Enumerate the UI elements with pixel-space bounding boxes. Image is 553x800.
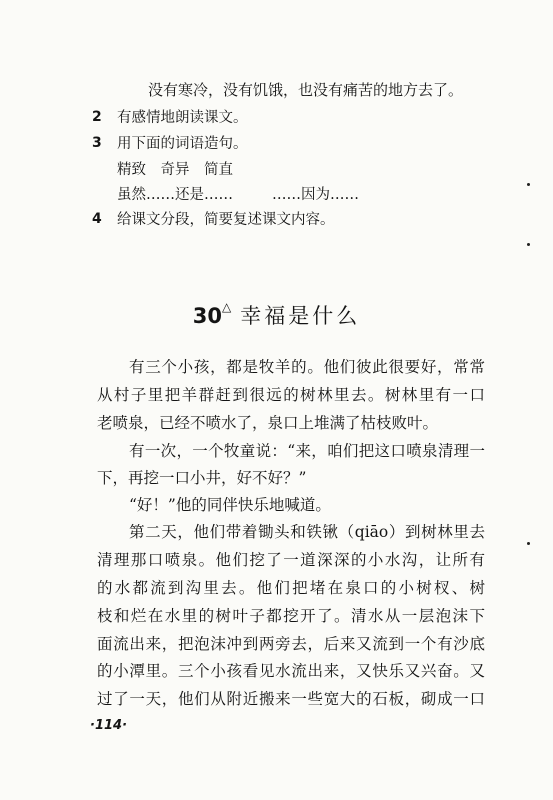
lesson-number: 30 — [192, 304, 222, 328]
body-line-7: 第二天，他们带着锄头和铁锹（qiāo）到树林里去 — [129, 523, 485, 541]
scan-speck — [527, 183, 530, 186]
exercise-word-list: 精致 奇异 简直 — [117, 162, 233, 178]
lesson-title — [0, 300, 553, 330]
exercise-pattern-2: ……因为…… — [272, 187, 359, 203]
body-line-3: 老喷泉，已经不喷水了，泉口上堆满了枯枝败叶。 — [97, 414, 439, 432]
exercise-number-2: 2 — [92, 109, 102, 125]
body-line-5: 下，再挖一口小井，好不好？” — [97, 469, 307, 487]
body-line-10: 枝和烂在水里的树叶子都挖开了。清水从一层泡沫下 — [97, 607, 485, 625]
lesson-title-text: 幸福是什么 — [240, 304, 361, 328]
body-line-11: 面流出来，把泡沫冲到两旁去，后来又流到一个有沙底 — [97, 635, 485, 653]
exercise-pattern-1: 虽然……还是…… — [117, 187, 233, 203]
scan-speck — [527, 542, 530, 545]
body-line-2: 从村子里把羊群赶到很远的树林里去。树林里有一口 — [97, 386, 485, 404]
body-line-8: 清理那口喷泉。他们挖了一道深深的小水沟，让所有 — [97, 551, 485, 569]
exercise-carryover-line: 没有寒冷，没有饥饿，也没有痛苦的地方去了。 — [148, 81, 464, 99]
exercise-text-3: 用下面的词语造句。 — [117, 136, 248, 152]
body-line-4: 有一次，一个牧童说：“来，咱们把这口喷泉清理一 — [129, 442, 485, 460]
lesson-mark: △ — [222, 300, 235, 314]
exercise-text-4: 给课文分段，简要复述课文内容。 — [117, 212, 335, 228]
page-number: ·114· — [90, 718, 128, 733]
exercise-number-4: 4 — [92, 211, 102, 227]
body-line-6: “好！”他的同伴快乐地喊道。 — [129, 496, 331, 514]
body-line-13: 过了一天，他们从附近搬来一些宽大的石板，砌成一口 — [97, 690, 485, 708]
body-line-9: 的水都流到沟里去。他们把堵在泉口的小树杈、树 — [97, 579, 485, 597]
scan-speck — [527, 243, 530, 246]
exercise-number-3: 3 — [92, 135, 102, 151]
body-line-1: 有三个小孩，都是牧羊的。他们彼此很要好，常常 — [129, 358, 485, 376]
exercise-text-2: 有感情地朗读课文。 — [117, 110, 248, 126]
body-line-12: 的小潭里。三个小孩看见水流出来，又快乐又兴奋。又 — [97, 662, 485, 680]
